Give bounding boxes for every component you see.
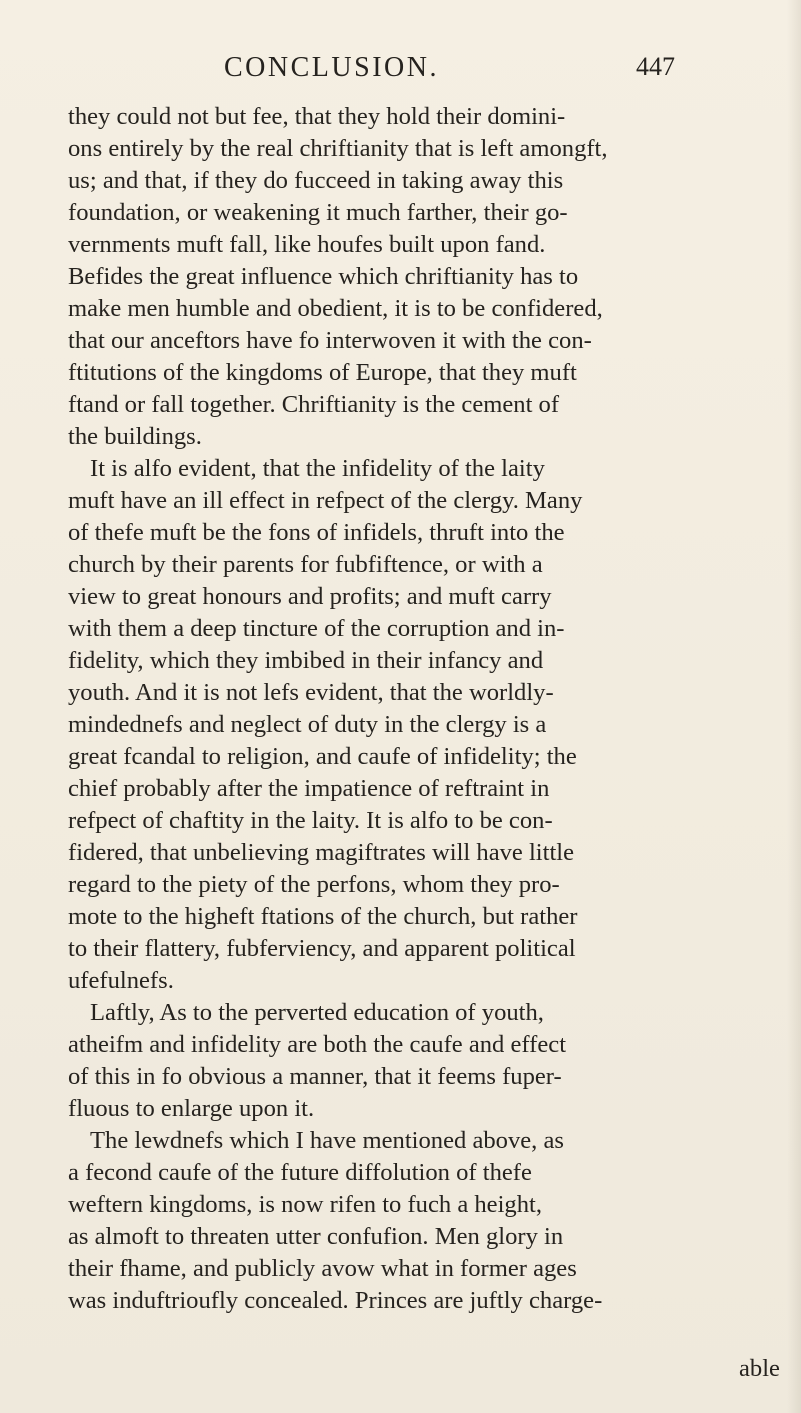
catchword: able (739, 1355, 780, 1382)
text-line-26: mote to the higheft ftations of the church, but rather (68, 903, 578, 930)
text-line-4: foundation, or weakening it much farther, their go- (68, 199, 568, 226)
text-line-24: fidered, that unbelieving magiftrates will have little (68, 839, 575, 866)
text-line-14: of thefe muft be the fons of infidels, thruft into the (68, 519, 565, 546)
text-line-5: vernments muft fall, like houfes built upon fand. (68, 231, 546, 258)
text-line-35: weftern kingdoms, is now rifen to fuch a height, (68, 1191, 543, 1218)
text-line-17: with them a deep tincture of the corruption and in- (68, 615, 565, 642)
text-line-30: atheifm and infidelity are both the caufe and effect (68, 1031, 567, 1058)
text-line-12: It is alfo evident, that the infidelity of the laity (90, 455, 545, 482)
text-line-8: that our anceftors have fo interwoven it with the con- (68, 327, 592, 354)
text-line-34: a fecond caufe of the future diffolution of thefe (68, 1159, 532, 1186)
text-line-25: regard to the piety of the perfons, whom they pro- (68, 871, 560, 898)
text-line-3: us; and that, if they do fucceed in taking away this (68, 167, 564, 194)
text-line-6: Befides the great influence which chriftianity has to (68, 263, 579, 290)
text-line-32: fluous to enlarge upon it. (68, 1095, 315, 1122)
text-line-22: chief probably after the impatience of reftraint in (68, 775, 550, 802)
text-line-7: make men humble and obedient, it is to be confidered, (68, 295, 603, 322)
text-line-21: great fcandal to religion, and caufe of infidelity; the (68, 743, 577, 770)
text-line-15: church by their parents for fubfiftence, or with a (68, 551, 543, 578)
running-head: CONCLUSION. (224, 52, 439, 83)
page-header (224, 52, 694, 86)
text-line-1: they could not but fee, that they hold their domini- (68, 103, 566, 130)
text-line-38: was induftrioufly concealed. Princes are juftly charge- (68, 1287, 603, 1314)
text-line-11: the buildings. (68, 423, 202, 450)
text-line-2: ons entirely by the real chriftianity that is left amongft, (68, 135, 608, 162)
text-line-10: ftand or fall together. Chriftianity is the cement of (68, 391, 560, 418)
text-line-37: their fhame, and publicly avow what in former ages (68, 1255, 577, 1282)
text-line-18: fidelity, which they imbibed in their infancy and (68, 647, 544, 674)
page-number: 447 (636, 52, 675, 81)
text-line-29: Laftly, As to the perverted education of youth, (90, 999, 544, 1026)
text-line-13: muft have an ill effect in refpect of the clergy. Many (68, 487, 583, 514)
text-line-23: refpect of chaftity in the laity. It is alfo to be con- (68, 807, 553, 834)
text-line-9: ftitutions of the kingdoms of Europe, that they muft (68, 359, 577, 386)
text-line-19: youth. And it is not lefs evident, that the worldly- (68, 679, 554, 706)
text-line-27: to their flattery, fubferviency, and apparent political (68, 935, 576, 962)
text-line-31: of this in fo obvious a manner, that it feems fuper- (68, 1063, 562, 1090)
text-line-20: mindednefs and neglect of duty in the clergy is a (68, 711, 547, 738)
text-line-33: The lewdnefs which I have mentioned above, as (90, 1127, 564, 1154)
text-line-28: ufefulnefs. (68, 967, 174, 994)
text-line-36: as almoft to threaten utter confufion. Men glory in (68, 1223, 564, 1250)
page-edge-shadow (787, 0, 801, 1413)
text-line-16: view to great honours and profits; and muft carry (68, 583, 552, 610)
